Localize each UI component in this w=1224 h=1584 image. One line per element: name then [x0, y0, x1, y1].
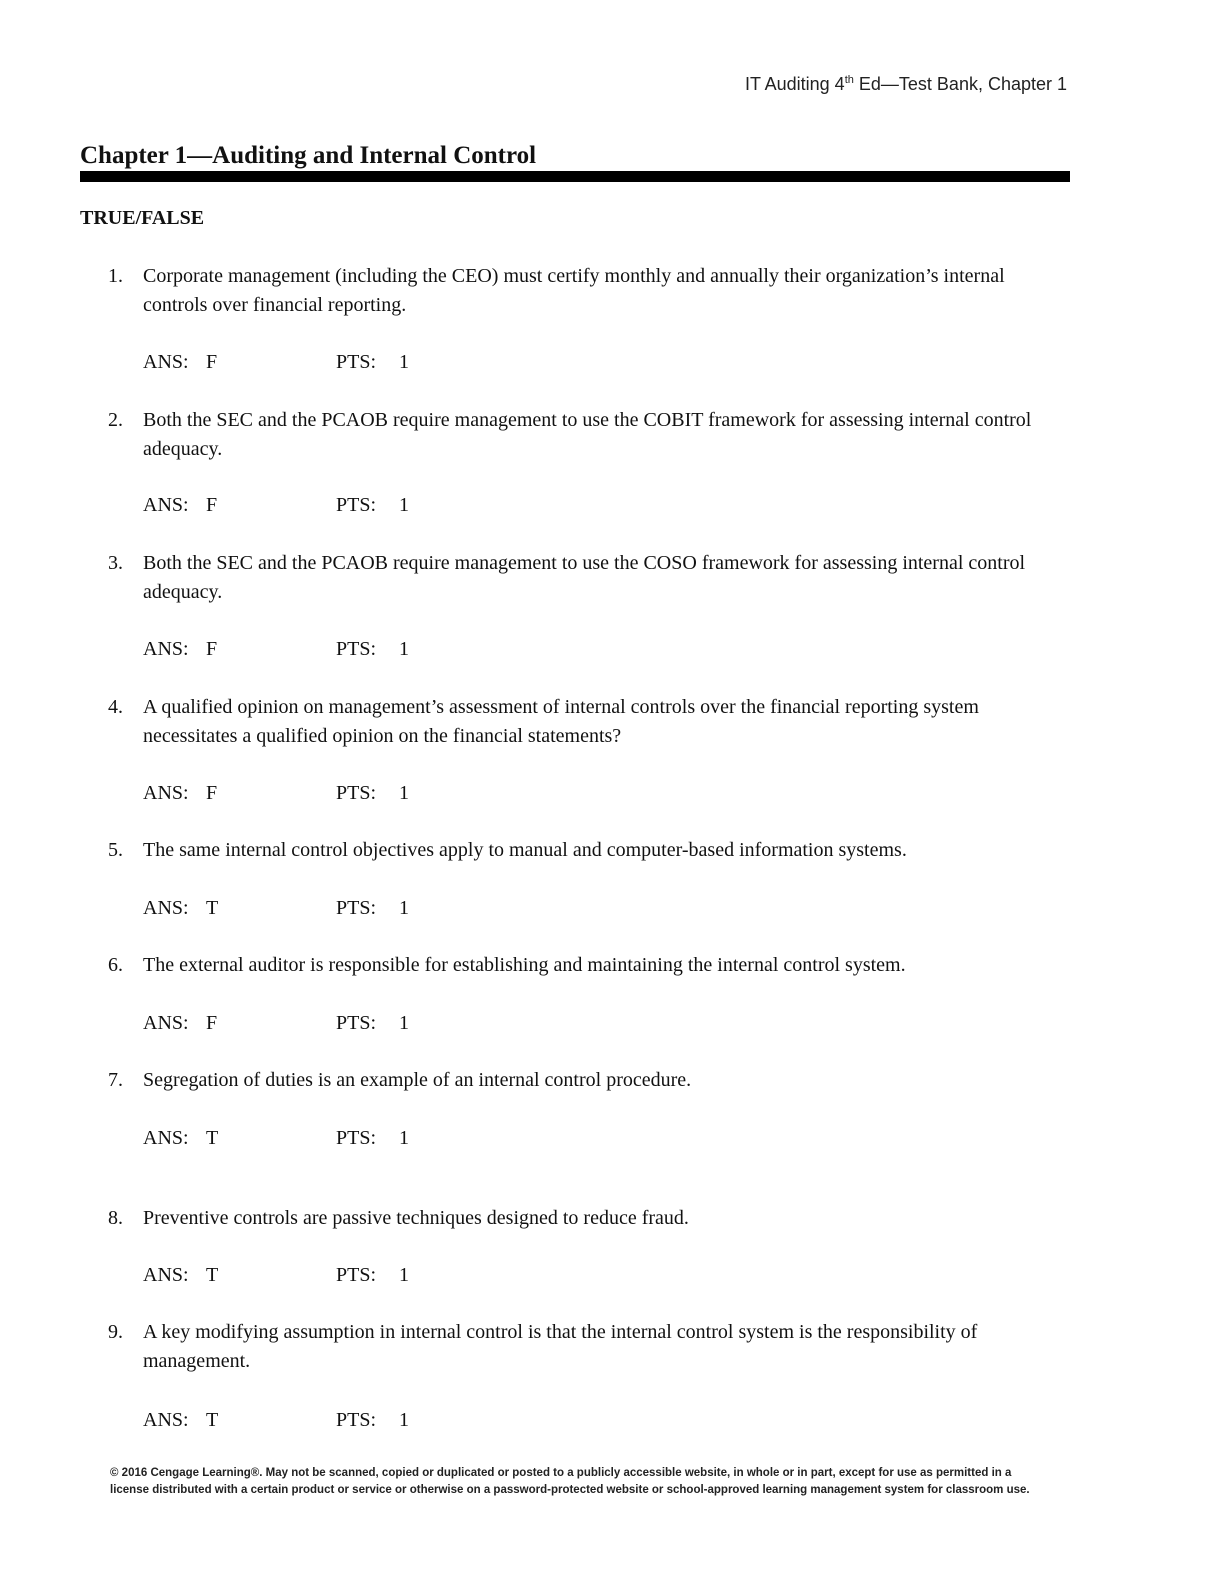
answer-value: F	[206, 1012, 218, 1034]
answer-label: ANS:	[143, 351, 189, 373]
question-number: 7.	[108, 1069, 123, 1091]
answer-value: F	[206, 782, 218, 804]
copyright-line-1: © 2016 Cengage Learning®. May not be scanned, copied or duplicated or posted to a publicly accessible website, in whole or in part, except for use as permitted in a	[110, 1467, 1012, 1479]
running-header-superscript: th	[844, 74, 854, 86]
points-value: 1	[399, 638, 409, 660]
points-label: PTS:	[336, 494, 377, 516]
running-header-prefix: IT Auditing 4	[744, 74, 845, 94]
question-text: A qualified opinion on management’s assessment of internal controls over the financial reporting system necessitates a qualified opinion on the financial statements?	[143, 696, 979, 747]
question-number: 3.	[108, 552, 123, 574]
points-label: PTS:	[336, 351, 377, 373]
question-text: Both the SEC and the PCAOB require management to use the COSO framework for assessing internal control adequacy.	[143, 552, 1026, 603]
question-number: 4.	[108, 696, 123, 718]
answer-value: T	[206, 1127, 219, 1149]
answer-label: ANS:	[143, 897, 189, 919]
points-label: PTS:	[336, 1264, 377, 1286]
question-text: The same internal control objectives apply to manual and computer-based information systems.	[143, 839, 907, 861]
answer-value: T	[206, 1409, 219, 1431]
title-rule	[80, 171, 1070, 182]
question-text: Segregation of duties is an example of an internal control procedure.	[143, 1069, 692, 1091]
question-number: 9.	[108, 1321, 123, 1343]
points-value: 1	[399, 1409, 409, 1431]
points-label: PTS:	[336, 897, 377, 919]
copyright-line-2: license distributed with a certain product or service or otherwise on a password-protected website or school-approved learning management system for classroom use.	[110, 1484, 1030, 1496]
question-text: Both the SEC and the PCAOB require management to use the COBIT framework for assessing internal control adequacy.	[143, 409, 1032, 460]
points-value: 1	[399, 1012, 409, 1034]
answer-label: ANS:	[143, 1409, 189, 1431]
answer-label: ANS:	[143, 782, 189, 804]
points-value: 1	[399, 351, 409, 373]
question-text: The external auditor is responsible for establishing and maintaining the internal control system.	[143, 954, 906, 976]
question-number: 5.	[108, 839, 123, 861]
answer-value: F	[206, 494, 218, 516]
points-label: PTS:	[336, 1127, 377, 1149]
answer-value: F	[206, 351, 218, 373]
points-value: 1	[399, 1264, 409, 1286]
question-text: A key modifying assumption in internal control is that the internal control system is the responsibility of management.	[143, 1321, 978, 1372]
chapter-title: Chapter 1—Auditing and Internal Control	[80, 142, 537, 169]
points-value: 1	[399, 1127, 409, 1149]
points-label: PTS:	[336, 638, 377, 660]
running-header	[745, 74, 1067, 95]
answer-label: ANS:	[143, 1264, 189, 1286]
points-label: PTS:	[336, 782, 377, 804]
question-number: 2.	[108, 409, 123, 431]
question-number: 6.	[108, 954, 123, 976]
answer-label: ANS:	[143, 494, 189, 516]
question-number: 8.	[108, 1207, 123, 1229]
answer-value: F	[206, 638, 218, 660]
points-value: 1	[399, 782, 409, 804]
question-text: Corporate management (including the CEO) must certify monthly and annually their organization’s internal controls over financial reporting.	[143, 265, 1005, 316]
answer-label: ANS:	[143, 1012, 189, 1034]
question-text: Preventive controls are passive techniques designed to reduce fraud.	[143, 1207, 689, 1229]
copyright-footer	[110, 1465, 1070, 1499]
points-value: 1	[399, 897, 409, 919]
section-heading: TRUE/FALSE	[80, 207, 205, 229]
points-label: PTS:	[336, 1409, 377, 1431]
answer-label: ANS:	[143, 638, 189, 660]
answer-label: ANS:	[143, 1127, 189, 1149]
running-header-suffix: Ed—Test Bank, Chapter 1	[853, 74, 1067, 94]
answer-value: T	[206, 897, 219, 919]
points-value: 1	[399, 494, 409, 516]
answer-value: T	[206, 1264, 219, 1286]
points-label: PTS:	[336, 1012, 377, 1034]
question-number: 1.	[108, 265, 123, 287]
